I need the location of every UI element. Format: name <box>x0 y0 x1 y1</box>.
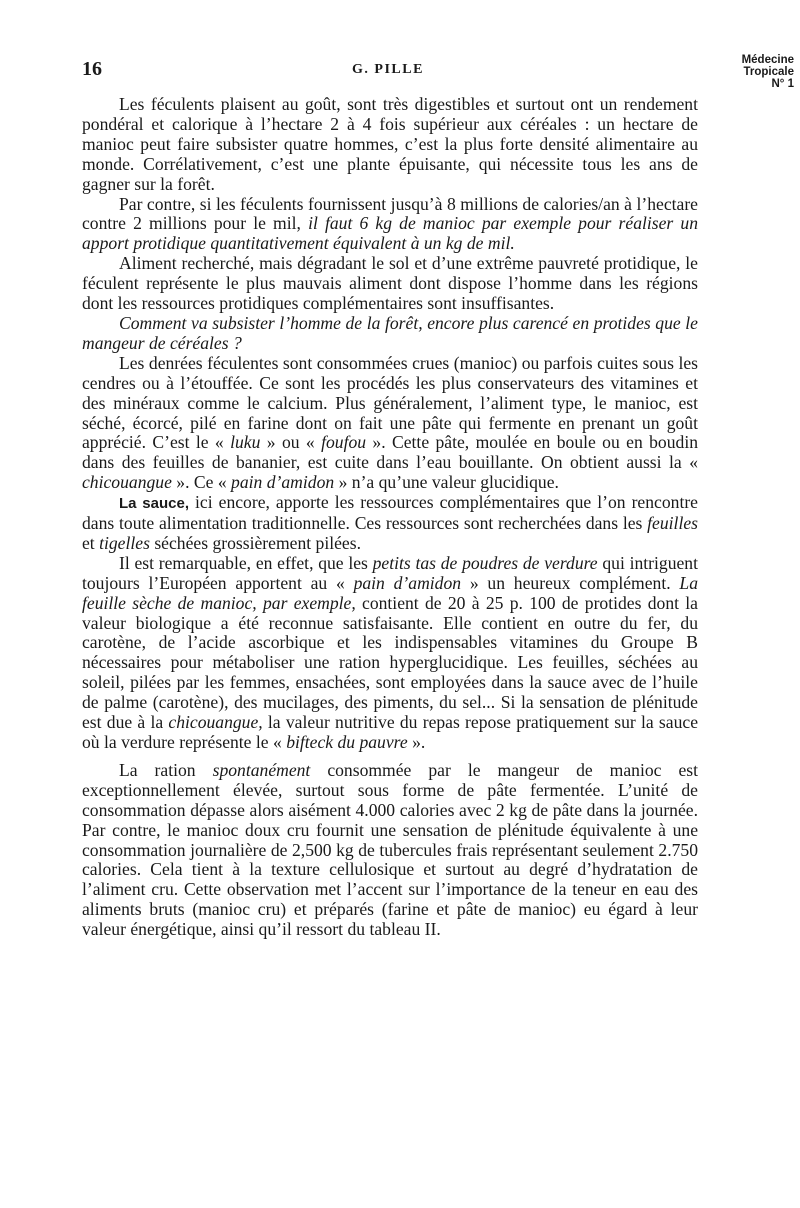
article-body <box>82 95 698 940</box>
paragraph-lead: La sauce, <box>119 495 189 513</box>
journal-line-3: N° 1 <box>771 78 794 90</box>
paragraph-8: La ration spontanément consommée par le mangeur de manioc est exceptionnellement élevée, surtout sous forme de pâte fermentée. L’unité de consommation dépasse alors aisément 4.000 calories avec 2 kg de pâte dans la journée. Par contre, le manioc doux cru fournit une sensation de plénitude équivalente à une consommation journalière de 2,500 kg de tubercules frais représentant seulement 2.750 calories. Cela tient à la texture cellulosique et surtout au degré d’hydratation de l’aliment cru. Cette observation met l’accent sur l’importance de la teneur en eau des aliments bruts (manioc cru) et préparés (farine et pâte de manioc) eu égard à leur valeur énergétique, ainsi qu’il ressort du tableau II. <box>82 759 698 940</box>
journal-line-1: Médecine <box>741 54 794 66</box>
page-number: 16 <box>82 58 102 80</box>
journal-line-2: Tropicale <box>743 66 794 78</box>
paragraph-3: Aliment recherché, mais dégradant le sol et d’une extrême pauvreté protidique, le féculent représente le plus mauvais aliment dont dispose l’homme dans les régions dont les ressources protidiques complémentaires sont insuffisantes. <box>82 253 698 314</box>
journal-mark <box>742 54 794 90</box>
paragraph-2: Par contre, si les féculents fournissent jusqu’à 8 millions de calories/an à l’hectare contre 2 millions pour le mil, il faut 6 kg de manioc par exemple pour réaliser un apport protidique quantitativement équivalent à un kg de mil. <box>82 193 698 254</box>
paragraph-6: La sauce, ici encore, apporte les ressources complémentaires que l’on rencontre dans toute alimentation traditionnelle. Ces ressources sont recherchées dans les feuilles et tigelles séchées grossièrement pilées. <box>82 492 698 553</box>
paragraph-1: Les féculents plaisent au goût, sont très digestibles et surtout ont un rendement pondéral et calorique à l’hectare 2 à 4 fois supérieur aux céréales : un hectare de manioc peut faire subsister quatre hommes, c’est la plus forte densité alimentaire au monde. Corrélativement, c’est une plante épuisante, qui nécessite tous les ans de gagner sur la forêt. <box>82 94 698 194</box>
paragraph-5: Les denrées féculentes sont consommées crues (manioc) ou parfois cuites sous les cendres ou à l’étouffée. Ce sont les procédés les plus conservateurs des vitamines et des minéraux comme le calcium. Plus généralement, l’aliment type, le manioc, est séché, écorcé, pilé en farine dont on fait une pâte qui fermente en prenant un goût apprécié. C’est le « luku » ou « foufou ». Cette pâte, moulée en boule ou en boudin dans des feuilles de bananier, est cuite dans l’eau bouillante. On obtient aussi la « chicouangue ». Ce « pain d’amidon » n’a qu’une valeur glucidique. <box>82 352 699 493</box>
paragraph-7: Il est remarquable, en effet, que les petits tas de poudres de verdure qui intriguent toujours l’Européen apportent au « pain d’amidon » un heureux complément. La feuille sèche de manioc, par exemple, contient de 20 à 25 p. 100 de protides dont la valeur biologique a été reconnue satisfaisante. Elle contient en outre du fer, du carotène, de l’acide ascorbique et les indispensables vitamines du Groupe B nécessaires pour métaboliser une ration hyperglucidique. Les feuilles, séchées au soleil, pilées par les femmes, ensachées, sont employées dans la sauce avec de l’huile de palme (carotène), des mucilages, des piments, du sel... Si la sensation de plénitude est due à la chicouangue, la valeur nutritive du repas repose pratiquement sur la sauce où la verdure représente le « bifteck du pauvre ». <box>82 552 698 752</box>
running-head: G. PILLE <box>352 62 424 77</box>
paragraph-4-question: Comment va subsister l’homme de la forêt, encore plus carencé en protides que le mangeur de céréales ? <box>82 312 698 353</box>
